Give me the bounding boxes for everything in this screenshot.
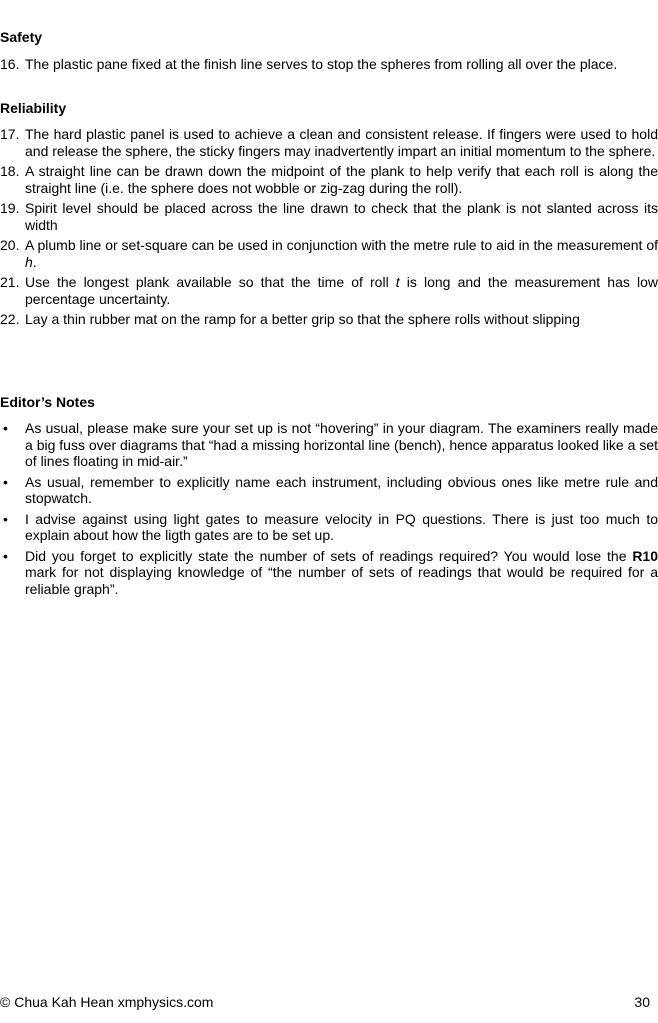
list-item bbox=[0, 274, 658, 307]
reliability-list bbox=[0, 126, 658, 332]
item-text: I advise against using light gates to measure velocity in PQ questions. There is just too much to explain about how the ligth gates are to be set up. bbox=[25, 510, 658, 543]
item-number: 22. bbox=[0, 311, 20, 327]
bullet-icon: • bbox=[3, 510, 8, 527]
mark-code: R10 bbox=[632, 547, 658, 564]
item-number: 17. bbox=[0, 126, 20, 142]
list-item bbox=[0, 548, 658, 598]
editors-notes-heading: Editor’s Notes bbox=[0, 394, 95, 410]
item-text: The plastic pane fixed at the finish line serves to stop the spheres from rolling all over the place. bbox=[25, 56, 618, 72]
page-footer bbox=[0, 994, 650, 1011]
item-text: The hard plastic panel is used to achieve a clean and consistent release. If fingers were used to hold and release the sphere, the sticky fingers may inadvertently impart an initial momentum to the sphere. bbox=[25, 126, 658, 159]
item-text-post: . bbox=[32, 253, 37, 270]
item-text-post: mark for not displaying knowledge of “the number of sets of readings that would be required for a reliable graph”. bbox=[25, 564, 658, 597]
reliability-heading: Reliability bbox=[0, 100, 67, 116]
item-text: Spirit level should be placed across the line drawn to check that the plank is not slanted across its width bbox=[25, 200, 658, 233]
item-number: 18. bbox=[0, 163, 20, 179]
list-item bbox=[0, 474, 658, 507]
page-number: 30 bbox=[634, 994, 650, 1010]
list-item bbox=[0, 237, 658, 270]
list-item bbox=[0, 126, 658, 159]
list-item bbox=[0, 511, 658, 544]
editors-notes-list bbox=[0, 420, 658, 601]
bullet-icon: • bbox=[3, 420, 8, 436]
bullet-icon: • bbox=[3, 473, 8, 490]
item-text: Lay a thin rubber mat on the ramp for a better grip so that the sphere rolls without slipping bbox=[25, 311, 580, 327]
list-item bbox=[0, 200, 658, 233]
item-number: 16. bbox=[0, 56, 20, 72]
item-text: As usual, remember to explicitly name each instrument, including obvious ones like metre rule and stopwatch. bbox=[25, 473, 658, 506]
item-number: 20. bbox=[0, 237, 20, 253]
item-text-post: is long and the measurement has low percentage uncertainty. bbox=[25, 274, 658, 307]
list-item bbox=[0, 420, 658, 470]
safety-heading: Safety bbox=[0, 29, 43, 45]
copyright-text: © Chua Kah Hean xmphysics.com bbox=[0, 994, 214, 1010]
variable-h: h bbox=[25, 253, 33, 270]
item-text-pre: Use the longest plank available so that the time of roll bbox=[25, 274, 396, 290]
item-text-pre: A plumb line or set-square can be used in conjunction with the metre rule to aid in the measurement of bbox=[25, 237, 658, 253]
item-text: As usual, please make sure your set up is not “hovering” in your diagram. The examiners really made a big fuss over diagrams that “had a missing horizontal line (bench), hence apparatus looked like a set of lines floating in mid-air.” bbox=[25, 420, 658, 469]
item-number: 21. bbox=[0, 274, 20, 290]
item-text-pre: Did you forget to explicitly state the number of sets of readings required? You would lose the bbox=[25, 547, 633, 564]
list-item bbox=[0, 311, 658, 328]
bullet-icon: • bbox=[3, 547, 8, 564]
list-item bbox=[0, 56, 658, 73]
safety-list bbox=[0, 56, 658, 77]
list-item bbox=[0, 163, 658, 196]
variable-t: t bbox=[395, 274, 400, 290]
item-number: 19. bbox=[0, 200, 20, 216]
item-text: A straight line can be drawn down the midpoint of the plank to help verify that each roll is along the straight line (i.e. the sphere does not wobble or zig-zag during the roll). bbox=[25, 163, 658, 196]
